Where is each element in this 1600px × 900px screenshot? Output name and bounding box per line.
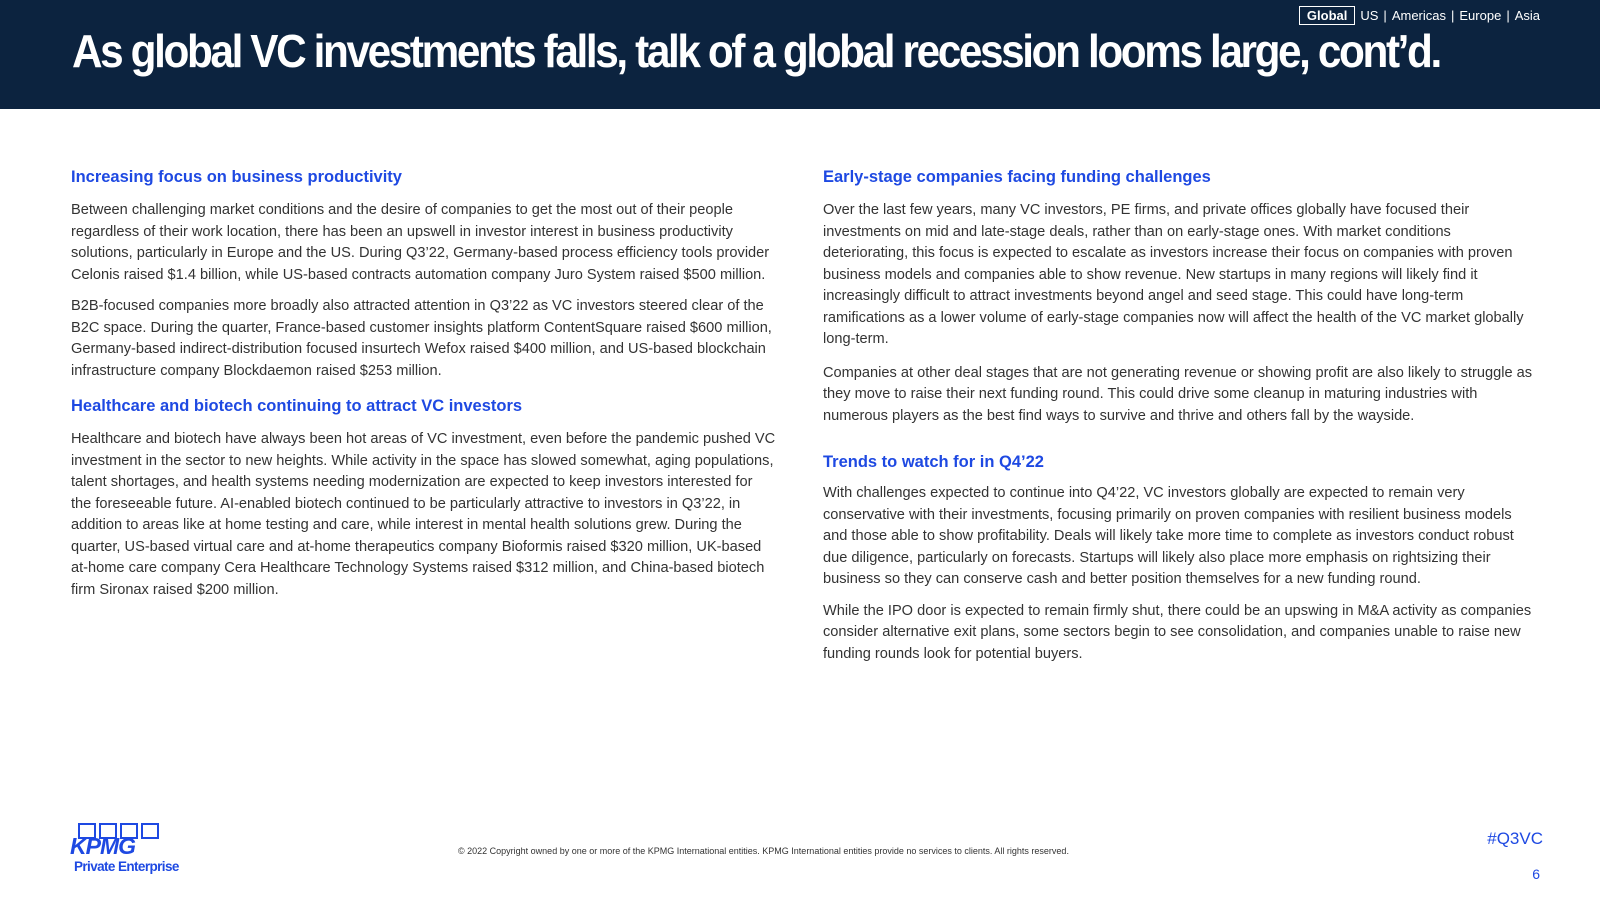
nav-item-americas[interactable]: Americas [1391,8,1446,23]
nav-separator: | [1451,8,1455,23]
section-heading-business-productivity: Increasing focus on business productivity [71,168,402,186]
logo-subtext: Private Enterprise [74,859,179,874]
header-bar [0,0,1600,109]
section-heading-healthcare-biotech: Healthcare and biotech continuing to attract VC investors [71,397,523,415]
logo-wordmark: KPMG [70,833,135,859]
region-nav [1299,6,1542,25]
paragraph: Over the last few years, many VC investors, PE firms, and private offices globally have focused their investments on mid and late-stage deals, rather than on early-stage ones. With market conditions deteriorating, this focus is expected to escalate as investors increase their focus on companies with proven business models and companies able to show revenue. New startups in many regions will likely find it increasingly difficult to attract investments beyond angel and seed stage. This could have long-term ramifications as a lower volume of early-stage companies now will affect the health of the VC market globally long-term. [823,202,1524,347]
copyright-notice: © 2022 Copyright owned by one or more of the KPMG International entities. KPMG International entities provide no services to clients. All rights reserved. [458,846,1069,856]
paragraph: Companies at other deal stages that are not generating revenue or showing profit are also likely to struggle as they move to raise their next funding round. This could drive some cleanup in maturing industries with numerous players as the best find ways to survive and thrive and others fall by the wayside. [823,364,1533,424]
nav-separator: | [1383,8,1387,23]
nav-item-us[interactable]: US [1360,8,1379,23]
hashtag: #Q3VC [1487,829,1543,848]
left-column [71,166,776,601]
paragraph: Between challenging market conditions and the desire of companies to get the most out of their people regardless of their work location, there has been an upswell in investor interest in business productivity solutions, particularly in Europe and the US. During Q3’22, Germany-based process efficiency tools provider Celonis raised $1.4 billion, while US-based contracts automation company Juro System raised $500 million. [71,202,770,283]
nav-item-global[interactable]: Global [1299,6,1355,25]
paragraph: B2B-focused companies more broadly also attracted attention in Q3’22 as VC investors steered clear of the B2C space. During the quarter, France-based customer insights platform ContentSquare raised $600 million, Germany-based indirect-distribution focused insurtech Wefox raised $400 million, and US-based blockchain infrastructure company Blockdaemon raised $253 million. [71,298,772,379]
page-number: 6 [1532,866,1540,882]
nav-item-europe[interactable]: Europe [1459,8,1502,23]
paragraph: With challenges expected to continue into Q4’22, VC investors globally are expected to remain very conservative with their investments, focusing primarily on proven companies with resilient business models and those able to show profitability. Deals will likely take more time to complete as investors conduct robust due diligence, particularly on forecasts. Startups will likely also place more emphasis on rightsizing their business so they can conserve cash and better position themselves for a new funding round. [823,485,1514,587]
right-column [823,166,1535,665]
nav-separator: | [1506,8,1510,23]
kpmg-logo [70,823,180,883]
paragraph: Healthcare and biotech have always been hot areas of VC investment, even before the pandemic pushed VC investment in the sector to new heights. While activity in the space has slowed somewhat, aging populations, talent shortages, and health systems needing modernization are expected to keep investors interested for the foreseeable future. AI-enabled biotech continued to be particularly attractive to investors in Q3’22, in addition to areas like at home testing and care, while interest in mental health solutions grew. During the quarter, US-based virtual care and at-home therapeutics company Bioformis raised $320 million, UK-based at-home care company Cera Healthcare Technology Systems raised $312 million, and China-based biotech firm Sironax raised $200 million. [71,431,776,598]
nav-item-asia[interactable]: Asia [1514,8,1540,23]
section-heading-trends-q4: Trends to watch for in Q4’22 [823,453,1044,471]
page-title: As global VC investments falls, talk of a global recession looms large, cont’d. [72,25,1440,77]
paragraph: While the IPO door is expected to remain firmly shut, there could be an upswing in M&A activity as companies consider alternative exit plans, some sectors begin to see consolidation, and companies unable to raise new funding rounds look for potential buyers. [823,602,1532,662]
section-heading-early-stage: Early-stage companies facing funding challenges [823,168,1211,186]
